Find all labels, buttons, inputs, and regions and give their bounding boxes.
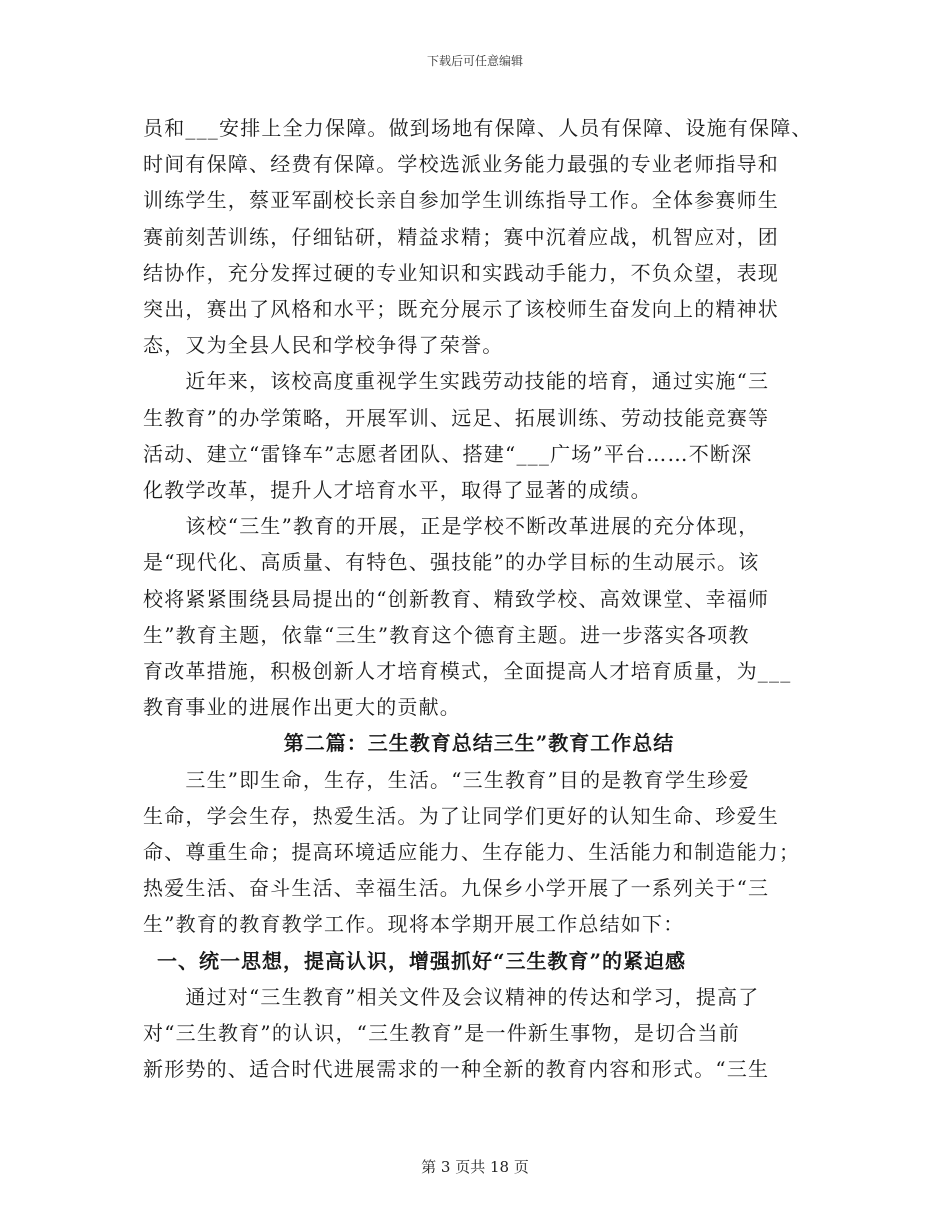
- paragraph-1: [143, 110, 815, 363]
- paragraph-5: [143, 979, 815, 1088]
- text-line: 热爱生活、奋斗生活、幸福生活。九保乡小学开展了一系列关于“三: [143, 876, 770, 901]
- text-line: 校将紧紧围绕县局提出的“创新教育、精致学校、高效课堂、幸福师: [143, 586, 770, 611]
- document-body: [143, 110, 815, 1087]
- paragraph-2: [143, 363, 815, 508]
- text-line: 教育事业的进展作出更大的贡献。: [143, 695, 461, 720]
- text-line: 近年来，该校高度重视学生实践劳动技能的培育，通过实施“三: [143, 369, 770, 394]
- page-header: 下载后可任意编辑: [426, 54, 523, 68]
- text-line: 结协作，充分发挥过硬的专业知识和实践动手能力，不负众望，表现: [143, 260, 779, 285]
- text-line: 三生”即生命，生存，生活。“三生教育”目的是教育学生珍爱: [143, 767, 750, 792]
- text-line: 生”教育的教育教学工作。现将本学期开展工作总结如下：: [143, 912, 685, 937]
- text-line: 育改革措施，积极创新人才培育模式，全面提高人才培育质量，为___: [143, 659, 792, 684]
- page-footer: 第 3 页共 18 页: [421, 1158, 529, 1176]
- text-line: 训练学生，蔡亚军副校长亲自参加学生训练指导工作。全体参赛师生: [143, 188, 779, 213]
- text-line: 新形势的、适合时代进展需求的一种全新的教育内容和形式。“三生: [143, 1057, 770, 1082]
- text-line: 突出，赛出了风格和水平；既充分展示了该校师生奋发向上的精神状: [143, 297, 779, 322]
- paragraph-3: [143, 508, 815, 725]
- paragraph-4: [143, 762, 815, 943]
- section-title: 第二篇：三生教育总结三生”教育工作总结: [283, 731, 675, 756]
- text-line: 生教育”的办学策略，开展军训、远足、拓展训练、劳动技能竞赛等: [143, 405, 770, 430]
- text-line: 化教学改革，提升人才培育水平，取得了显著的成绩。: [143, 478, 652, 503]
- text-line: 通过对“三生教育”相关文件及会议精神的传达和学习，提高了: [143, 984, 760, 1009]
- text-line: 该校“三生”教育的开展，正是学校不断改革进展的充分体现，: [143, 514, 760, 539]
- text-line: 活动、建立“雷锋车”志愿者团队、搭建“___广场”平台……不断深: [143, 441, 753, 466]
- text-line: 是“现代化、高质量、有特色、强技能”的办学目标的生动展示。该: [143, 550, 760, 575]
- text-line: 命、尊重生命；提高环境适应能力、生存能力、生活能力和制造能力；: [143, 840, 801, 865]
- text-line: 生”教育主题，依靠“三生”教育这个德育主题。进一步落实各项教: [143, 622, 750, 647]
- text-line: 时间有保障、经费有保障。学校选派业务能力最强的专业老师指导和: [143, 152, 779, 177]
- text-line: 对“三生教育”的认识，“三生教育”是一件新生事物，是切合当前: [143, 1021, 740, 1046]
- text-line: 生命，学会生存，热爱生活。为了让同学们更好的认知生命、珍爱生: [143, 803, 779, 828]
- text-line: 员和___安排上全力保障。做到场地有保障、人员有保障、设施有保障、: [143, 116, 813, 140]
- text-line: 赛前刻苦训练，仔细钻研，精益求精；赛中沉着应战，机智应对，团: [143, 224, 779, 249]
- text-line: 态，又为全县人民和学校争得了荣誉。: [143, 333, 504, 358]
- subheading: 一、统一思想，提高认识，增强抓好“三生教育”的紧迫感: [157, 948, 687, 973]
